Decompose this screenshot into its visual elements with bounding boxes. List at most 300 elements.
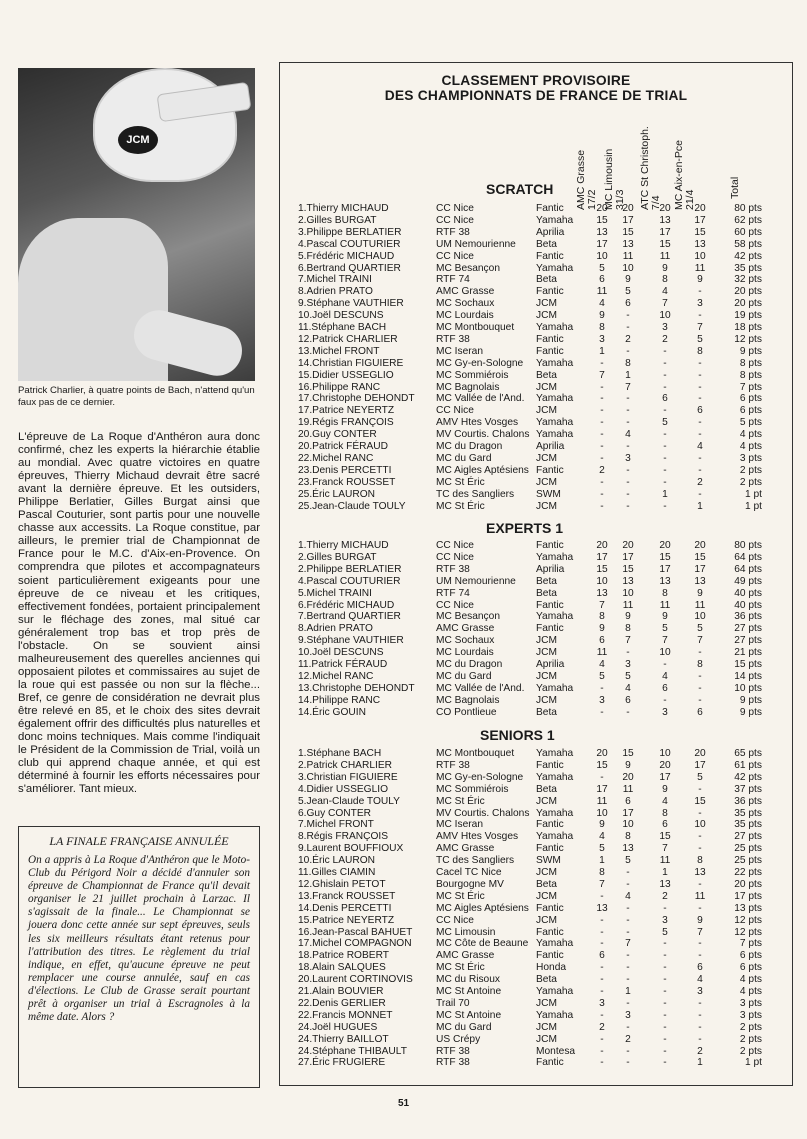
score-limousin: - (626, 417, 630, 429)
column-header-date: 7/4 (650, 195, 662, 210)
score-limousin: 15 (622, 748, 634, 759)
rider-club: MC du Gard (436, 452, 492, 464)
rider-motorcycle: Yamaha (536, 771, 574, 783)
rider-motorcycle: Fantic (536, 540, 564, 551)
score-total: 19 pts (734, 310, 762, 322)
rider-name: 17.Michel COMPAGNON (298, 938, 412, 950)
rider-club: MC St Éric (436, 962, 485, 974)
score-total: 61 pts (734, 759, 762, 771)
score-limousin: 6 (625, 694, 631, 706)
score-grasse: 9 (599, 819, 605, 831)
score-grasse: 10 (596, 807, 608, 819)
score-limousin: 5 (625, 670, 631, 682)
score-aix: 9 (697, 914, 703, 926)
score-grasse: - (600, 452, 604, 464)
rider-name: 17.Christophe DEHONDT (298, 393, 415, 405)
score-aix: - (698, 807, 702, 819)
rider-photo (18, 68, 255, 381)
table-row (280, 540, 792, 552)
score-aix: - (698, 670, 702, 682)
rider-club: MC Lourdais (436, 310, 494, 322)
rider-club: CC Nice (436, 914, 474, 926)
score-aix: - (698, 452, 702, 464)
score-limousin: 4 (625, 890, 631, 902)
score-st-christoph: - (663, 694, 667, 706)
score-aix: - (698, 831, 702, 843)
score-aix: 7 (697, 635, 703, 647)
rider-name: 27.Éric FRUGIERE (298, 1057, 386, 1069)
score-aix: 1 (697, 500, 703, 512)
score-grasse: 7 (599, 878, 605, 890)
rider-name: 14.Philippe RANC (298, 694, 381, 706)
news-box-body: On a appris à La Roque d'Anthéron que le Moto-Club du Périgord Noir a décidé d'annuler son épreuve de Championnat de France qu'il devait organiser le 21 juillet prochain à Larzac. Il s'agissait de la finale... Le Championnat se jouera donc cette année sur sept épreuves, seuls les six meilleurs résultats étant retenus pour l'attribution des titres. Le règlement du trial indique, en effet, qu'aucune épreuve ne peut remplacer une course annulée, sauf en cas d'élections. Le Club de Grasse serait pourtant prêt à organiser un trial à Escragnoles à la même date. Alors ? (28, 854, 250, 1024)
score-grasse: - (600, 914, 604, 926)
rider-motorcycle: JCM (536, 670, 557, 682)
score-total: 3 pts (739, 452, 762, 464)
rider-motorcycle: JCM (536, 694, 557, 706)
rider-name: 14.Éric GOUIN (298, 706, 366, 718)
score-grasse: - (600, 417, 604, 429)
score-grasse: 8 (599, 322, 605, 333)
rider-motorcycle: Yamaha (536, 611, 574, 623)
rider-motorcycle: Fantic (536, 623, 564, 635)
score-total: 7 pts (739, 938, 762, 950)
score-st-christoph: 6 (662, 819, 668, 831)
rider-club: CC Nice (436, 540, 474, 551)
score-aix: 3 (697, 986, 703, 997)
score-limousin: 20 (622, 540, 634, 551)
score-limousin: 9 (625, 611, 631, 623)
score-total: 6 pts (739, 405, 762, 417)
score-grasse: - (600, 682, 604, 694)
score-aix: 15 (694, 551, 706, 563)
score-grasse: 17 (596, 783, 608, 795)
score-limousin: - (626, 322, 630, 333)
score-total: 58 pts (734, 238, 762, 250)
rider-club: AMV Htes Vosges (436, 831, 519, 843)
rider-club: Cacel TC Nice (436, 867, 502, 878)
rider-motorcycle: JCM (536, 997, 557, 1009)
rider-club: MC St Éric (436, 500, 485, 512)
rider-name: 6.Frédéric MICHAUD (298, 599, 395, 611)
rider-club: Trail 70 (436, 997, 470, 1009)
score-grasse: 20 (596, 540, 608, 551)
rider-motorcycle: Fantic (536, 333, 564, 345)
score-grasse: 17 (596, 551, 608, 563)
score-total: 42 pts (734, 771, 762, 783)
rider-motorcycle: Yamaha (536, 262, 574, 274)
score-total: 49 pts (734, 575, 762, 587)
column-header-venue: ATC St Christoph. (639, 126, 651, 210)
column-header-total: Total (729, 176, 741, 199)
table-row (280, 346, 792, 358)
rider-name: 24.Joël HUGUES (298, 1021, 378, 1033)
column-header-venue: MC Limousin (603, 148, 615, 210)
score-limousin: 11 (622, 250, 634, 262)
table-row (280, 748, 792, 760)
score-limousin: 15 (622, 563, 634, 575)
table-row (280, 671, 792, 683)
table-row (280, 465, 792, 477)
score-aix: 15 (694, 226, 706, 238)
rider-motorcycle: Beta (536, 587, 557, 599)
score-grasse: - (600, 1057, 604, 1069)
rider-name: 8.Adrien PRATO (298, 623, 373, 635)
rider-club: Bourgogne MV (436, 878, 504, 890)
rider-club: RTF 38 (436, 563, 470, 575)
rider-club: MC Sommiérois (436, 369, 509, 381)
rider-name: 8.Adrien PRATO (298, 286, 373, 298)
score-limousin: 17 (622, 214, 634, 226)
score-limousin: 10 (622, 819, 634, 831)
score-st-christoph: - (663, 452, 667, 464)
score-total: 40 pts (734, 587, 762, 599)
column-header-venue: MC Aix-en-Pce (673, 139, 685, 210)
score-grasse: - (600, 476, 604, 488)
table-row (280, 808, 792, 820)
rider-club: MC Sommiérois (436, 783, 509, 795)
table-row (280, 915, 792, 927)
rider-name: 25.Éric LAURON (298, 488, 375, 500)
score-limousin: 3 (625, 452, 631, 464)
table-row (280, 772, 792, 784)
score-aix: 1 (697, 1057, 703, 1069)
rider-club: RTF 74 (436, 587, 470, 599)
score-st-christoph: 5 (662, 623, 668, 635)
table-row (280, 855, 792, 867)
rider-name: 22.Denis GERLIER (298, 997, 386, 1009)
score-aix: - (698, 682, 702, 694)
score-aix: - (698, 381, 702, 393)
score-grasse: 11 (596, 286, 608, 298)
score-grasse: - (600, 1009, 604, 1021)
score-total: 2 pts (739, 1033, 762, 1045)
table-row (280, 477, 792, 489)
score-st-christoph: 15 (659, 238, 671, 250)
table-row (280, 843, 792, 855)
score-aix: 13 (694, 575, 706, 587)
score-st-christoph: - (663, 429, 667, 441)
rider-motorcycle: Yamaha (536, 1009, 574, 1021)
score-grasse: 8 (599, 867, 605, 878)
news-box (18, 826, 260, 1088)
rider-name: 21.Alain BOUVIER (298, 986, 384, 997)
rider-motorcycle: JCM (536, 452, 557, 464)
rider-name: 12.Michel RANC (298, 670, 374, 682)
rider-club: MC St Antoine (436, 986, 502, 997)
rider-motorcycle: Yamaha (536, 551, 574, 563)
rider-motorcycle: JCM (536, 381, 557, 393)
table-row (280, 974, 792, 986)
rider-name: 4.Didier USSEGLIO (298, 783, 389, 795)
rider-motorcycle: Yamaha (536, 986, 574, 997)
rider-club: RTF 38 (436, 1045, 470, 1057)
rider-club: MC Aigles Aptésiens (436, 464, 529, 476)
score-grasse: 10 (596, 250, 608, 262)
score-grasse: 20 (596, 748, 608, 759)
score-grasse: 7 (599, 599, 605, 611)
rider-club: MC Lourdais (436, 647, 494, 659)
score-grasse: 9 (599, 623, 605, 635)
score-st-christoph: 20 (659, 759, 671, 771)
rider-name: 5.Michel TRAINI (298, 587, 372, 599)
score-st-christoph: - (663, 357, 667, 369)
score-st-christoph: 20 (659, 540, 671, 551)
table-row (280, 564, 792, 576)
score-limousin: - (626, 706, 630, 718)
rider-motorcycle: Yamaha (536, 429, 574, 441)
table-row (280, 1034, 792, 1046)
table-row (280, 429, 792, 441)
score-total: 35 pts (734, 819, 762, 831)
rider-name: 7.Michel FRONT (298, 819, 374, 831)
score-total: 64 pts (734, 551, 762, 563)
table-row (280, 784, 792, 796)
rider-name: 22.Francis MONNET (298, 1009, 393, 1021)
score-total: 25 pts (734, 855, 762, 867)
rider-name: 7.Michel TRAINI (298, 274, 372, 286)
score-st-christoph: - (663, 938, 667, 950)
rider-name: 14.Christian FIGUIERE (298, 357, 404, 369)
rider-motorcycle: JCM (536, 1021, 557, 1033)
rider-name: 20.Guy CONTER (298, 429, 377, 441)
rider-name: 4.Pascal COUTURIER (298, 238, 401, 250)
score-st-christoph: - (663, 1033, 667, 1045)
score-st-christoph: - (663, 1021, 667, 1033)
score-grasse: - (600, 441, 604, 452)
table-row (280, 370, 792, 382)
score-limousin: 10 (622, 587, 634, 599)
rider-club: MC du Gard (436, 670, 492, 682)
score-aix: - (698, 694, 702, 706)
score-limousin: - (626, 1045, 630, 1057)
score-grasse: 5 (599, 670, 605, 682)
rider-name: 5.Frédéric MICHAUD (298, 250, 395, 262)
table-row (280, 239, 792, 251)
rider-club: CC Nice (436, 203, 474, 214)
score-total: 65 pts (734, 748, 762, 759)
rider-name: 12.Ghislain PETOT (298, 878, 386, 890)
score-grasse: 6 (599, 950, 605, 962)
rider-name: 20.Laurent CORTINOVIS (298, 974, 413, 986)
score-st-christoph: 6 (662, 393, 668, 405)
score-limousin: 13 (622, 843, 634, 855)
rider-name: 3.Christian FIGUIERE (298, 771, 398, 783)
rider-club: UM Nemourienne (436, 238, 516, 250)
table-row (280, 611, 792, 623)
score-total: 60 pts (734, 226, 762, 238)
rider-club: MC Besançon (436, 611, 500, 623)
score-total: 9 pts (739, 694, 762, 706)
rider-name: 1.Thierry MICHAUD (298, 540, 389, 551)
score-limousin: 8 (625, 357, 631, 369)
score-st-christoph: 4 (662, 795, 668, 807)
score-total: 2 pts (739, 1045, 762, 1057)
score-st-christoph: 15 (659, 831, 671, 843)
score-total: 1 pt (745, 488, 762, 500)
score-limousin: - (626, 345, 630, 357)
rider-name: 6.Bertrand QUARTIER (298, 262, 401, 274)
score-limousin: 1 (625, 369, 631, 381)
score-grasse: 15 (596, 759, 608, 771)
score-aix: - (698, 417, 702, 429)
score-st-christoph: 8 (662, 587, 668, 599)
table-row (280, 1046, 792, 1058)
rider-motorcycle: Beta (536, 783, 557, 795)
rider-club: MC du Gard (436, 1021, 492, 1033)
rider-club: CC Nice (436, 250, 474, 262)
score-total: 6 pts (739, 962, 762, 974)
score-aix: 7 (697, 926, 703, 938)
score-limousin: 5 (625, 855, 631, 867)
score-aix: - (698, 1009, 702, 1021)
score-limousin: 11 (622, 783, 634, 795)
rider-name: 9.Stéphane VAUTHIER (298, 635, 404, 647)
rider-motorcycle: Aprilia (536, 441, 565, 452)
rider-club: MC du Dragon (436, 659, 503, 670)
score-aix: - (698, 938, 702, 950)
rider-name: 19.Régis FRANÇOIS (298, 417, 394, 429)
score-grasse: 5 (599, 262, 605, 274)
table-row (280, 417, 792, 429)
table-row (280, 659, 792, 671)
score-aix: 3 (697, 298, 703, 310)
score-total: 13 pts (734, 902, 762, 914)
photo-caption: Patrick Charlier, à quatre points de Bach, n'attend qu'un faux pas de ce dernier. (18, 385, 255, 408)
score-limousin: 17 (622, 551, 634, 563)
score-grasse: 3 (599, 997, 605, 1009)
column-header (604, 149, 626, 210)
rider-name: 7.Bertrand QUARTIER (298, 611, 401, 623)
rider-club: RTF 38 (436, 759, 470, 771)
table-row (280, 938, 792, 950)
column-header (640, 126, 662, 210)
table-row (280, 927, 792, 939)
score-aix: 8 (697, 659, 703, 670)
score-grasse: - (600, 357, 604, 369)
table-row (280, 819, 792, 831)
article-text: L'épreuve de La Roque d'Anthéron aura donc confirmé, chez les experts la hiérarchie établie au mondial. Avec quatre victoires en quatre épreuves, Thierry Michaud devrait être sacré avant la dernière épreuve. Et les outsiders, Philippe Berlatier, Gilles Burgat ainsi que Pascal Couturier, sont partis pour une nouvelle chasse aux accessits. La Roque constitue, par ailleurs, le premier trial de Championnat de France pour le M.C. d'Aix-en-Provence. On comprendra que pilotes et accompagnateurs soient particulièrement exigeants pour une épreuve de ce niveau et les critiques, effectivement fondées, portaient principalement sur le fléchage des zones, mal situé car généralement trop bas et trop près de l'obstacle. On se souvient ainsi malheureusement des querelles anciennes qui opposaient pilotes et commissaires au sujet de la roue qui est passée ou non sur la flèche... Bref, ce genre de considération ne devrait plus être relevé en 85, et le choix des sites devrait également offrir des difficultés plus naturelles et donc moins techniques. Mais comme l'indiquait le Président de la Commission de Trial, voilà un club qui apprend chaque année, et qui est déterminé à fournir les efforts nécessaires pour s'améliorer. Tant mieux. (18, 431, 260, 796)
score-total: 9 pts (739, 345, 762, 357)
rider-motorcycle: JCM (536, 914, 557, 926)
score-st-christoph: - (663, 974, 667, 986)
score-st-christoph: - (663, 1057, 667, 1069)
table-row (280, 986, 792, 998)
rider-name: 13.Christophe DEHONDT (298, 682, 415, 694)
score-grasse: - (600, 393, 604, 405)
rider-motorcycle: Beta (536, 706, 557, 718)
score-limousin: 1 (625, 986, 631, 997)
score-limousin: - (626, 950, 630, 962)
rider-name: 2.Gilles BURGAT (298, 551, 377, 563)
table-row (280, 962, 792, 974)
score-aix: 13 (694, 867, 706, 878)
score-st-christoph: - (663, 405, 667, 417)
score-st-christoph: 4 (662, 286, 668, 298)
score-aix: 9 (697, 274, 703, 286)
rider-motorcycle: Fantic (536, 464, 564, 476)
score-total: 27 pts (734, 831, 762, 843)
score-limousin: - (626, 878, 630, 890)
score-limousin: - (626, 500, 630, 512)
rider-name: 24.Stéphane THIBAULT (298, 1045, 407, 1057)
score-grasse: 15 (596, 214, 608, 226)
rider-club: MV Courtis. Chalons (436, 807, 530, 819)
score-limousin: 5 (625, 286, 631, 298)
score-limousin: 4 (625, 429, 631, 441)
score-grasse: 5 (599, 843, 605, 855)
table-row (280, 683, 792, 695)
score-grasse: 3 (599, 333, 605, 345)
score-grasse: 3 (599, 694, 605, 706)
rider-club: MC Vallée de l'And. (436, 393, 525, 405)
rider-motorcycle: Fantic (536, 345, 564, 357)
rider-motorcycle: Yamaha (536, 417, 574, 429)
score-total: 36 pts (734, 795, 762, 807)
score-grasse: 13 (596, 226, 608, 238)
score-grasse: - (600, 890, 604, 902)
score-limousin: 3 (625, 1009, 631, 1021)
score-limousin: 8 (625, 831, 631, 843)
score-total: 12 pts (734, 333, 762, 345)
table-row (280, 405, 792, 417)
score-grasse: - (600, 488, 604, 500)
score-total: 37 pts (734, 783, 762, 795)
table-row (280, 274, 792, 286)
score-grasse: 9 (599, 310, 605, 322)
rider-club: MC Iseran (436, 819, 483, 831)
score-st-christoph: 9 (662, 611, 668, 623)
score-st-christoph: 13 (659, 878, 671, 890)
rider-club: CC Nice (436, 551, 474, 563)
score-aix: - (698, 783, 702, 795)
rider-name: 16.Philippe RANC (298, 381, 381, 393)
rider-club: MC Iseran (436, 345, 483, 357)
score-total: 62 pts (734, 214, 762, 226)
news-box-title: LA FINALE FRANÇAISE ANNULÉE (49, 834, 229, 848)
score-total: 3 pts (739, 1009, 762, 1021)
rider-name: 15.Didier USSEGLIO (298, 369, 394, 381)
table-row (280, 358, 792, 370)
table-row (280, 1057, 792, 1069)
score-grasse: - (600, 771, 604, 783)
score-aix: 5 (697, 623, 703, 635)
score-grasse: - (600, 1033, 604, 1045)
score-limousin: - (626, 962, 630, 974)
table-row (280, 441, 792, 453)
rider-motorcycle: JCM (536, 476, 557, 488)
score-st-christoph: 2 (662, 333, 668, 345)
helmet-logo: JCM (118, 126, 158, 154)
score-grasse: 4 (599, 831, 605, 843)
score-grasse: - (600, 938, 604, 950)
score-st-christoph: 8 (662, 807, 668, 819)
score-limousin: 4 (625, 682, 631, 694)
rider-club: MC Vallée de l'And. (436, 682, 525, 694)
table-row (280, 1022, 792, 1034)
score-limousin: - (626, 867, 630, 878)
rider-motorcycle: Yamaha (536, 393, 574, 405)
rider-club: AMC Grasse (436, 286, 495, 298)
score-aix: 5 (697, 333, 703, 345)
score-limousin: - (626, 902, 630, 914)
score-aix: - (698, 357, 702, 369)
score-grasse: 11 (596, 647, 608, 659)
score-total: 80 pts (734, 203, 762, 214)
score-st-christoph: 13 (659, 575, 671, 587)
rider-name: 17.Patrice NEYERTZ (298, 405, 395, 417)
rider-club: MC Bagnolais (436, 381, 500, 393)
